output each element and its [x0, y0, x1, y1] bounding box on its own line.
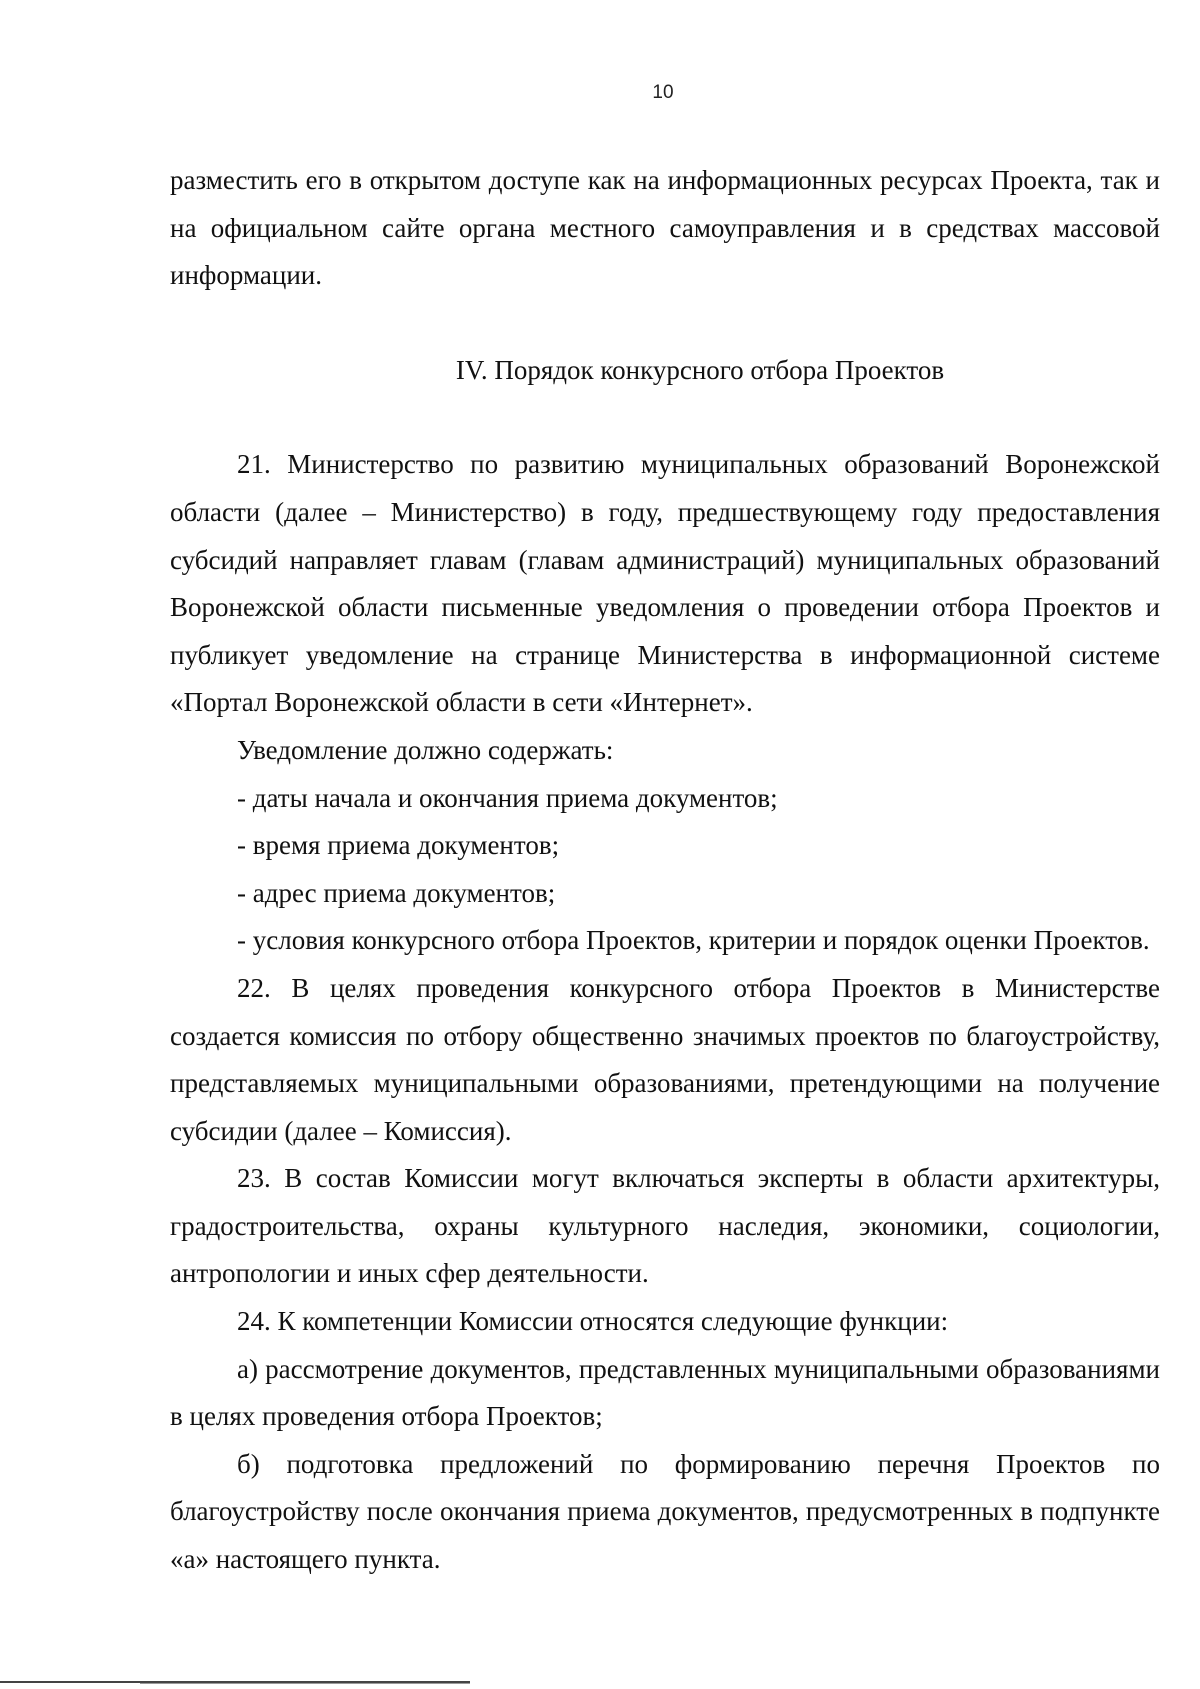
- paragraph-continuation: разместить его в открытом доступе как на информационных ресурсах Проекта, так и на официальном сайте органа местного самоуправления и в средствах массовой информации.: [170, 165, 1160, 291]
- notice-intro: Уведомление должно содержать:: [237, 734, 614, 765]
- document-body: [170, 157, 1160, 1584]
- paragraph-21: 21. Министерство по развитию муниципальных образований Воронежской области (далее – Министерство) в году, предшествующему году предоставления субсидий направляет главам (главам администраций) муниципальных образований Воронежской области письменные уведомления о проведении отбора Проектов и публикует уведомление на странице Министерства в информационной системе «Портал Воронежской области в сети «Интернет».: [170, 449, 1160, 718]
- paragraph-24-b: б) подготовка предложений по формированию перечня Проектов по благоустройству после окончания приема документов, предусмотренных в подпункте «а» настоящего пункта.: [170, 1448, 1160, 1575]
- paragraph-24: 24. К компетенции Комиссии относятся следующие функции:: [237, 1306, 949, 1337]
- notice-item-dates: - даты начала и окончания приема документов;: [237, 782, 778, 813]
- paragraph-23: 23. В состав Комиссии могут включаться эксперты в области архитектуры, градостроительства, охраны культурного наследия, экономики, социологии, антропологии и иных сфер деятельности.: [170, 1163, 1160, 1289]
- footer-divider-shadow: [140, 1683, 470, 1684]
- paragraph-22: 22. В целях проведения конкурсного отбора Проектов в Министерстве создается комиссия по отбору общественно значимых проектов по благоустройству, представляемых муниципальными образованиями, претендующими на получение субсидии (далее – Комиссия).: [170, 972, 1160, 1146]
- notice-item-address: - адрес приема документов;: [237, 877, 556, 908]
- notice-item-time: - время приема документов;: [237, 830, 560, 861]
- notice-item-conditions: - условия конкурсного отбора Проектов, критерии и порядок оценки Проектов.: [237, 925, 1150, 956]
- section-heading: IV. Порядок конкурсного отбора Проектов: [455, 354, 945, 385]
- page-number: 10: [652, 82, 674, 103]
- paragraph-24-a: а) рассмотрение документов, представленных муниципальными образованиями в целях проведения отбора Проектов;: [170, 1353, 1160, 1432]
